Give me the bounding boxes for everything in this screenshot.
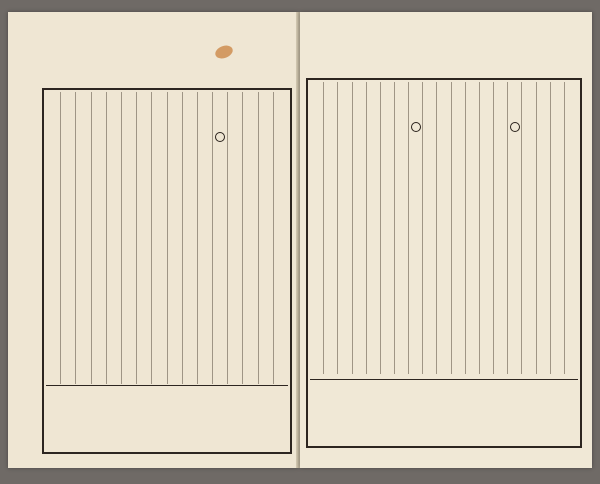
toc-page-cell — [493, 380, 507, 444]
toc-page-cell — [479, 380, 493, 444]
left-entries — [46, 92, 288, 384]
toc-page-cell — [536, 380, 550, 444]
toc-page-cell — [451, 380, 465, 444]
toc-page-cell — [324, 380, 338, 444]
toc-entry — [258, 92, 273, 384]
toc-entry — [352, 82, 366, 374]
toc-page-cell — [182, 386, 197, 450]
toc-page-cell — [197, 386, 212, 450]
toc-page-cell — [107, 386, 122, 450]
toc-page-cell — [243, 386, 258, 450]
toc-page-cell — [46, 386, 61, 450]
toc-entry — [465, 82, 479, 374]
toc-page-cell-empty — [507, 380, 521, 444]
toc-entry — [310, 82, 323, 374]
toc-entry — [60, 92, 75, 384]
toc-entry — [536, 82, 550, 374]
toc-page-cell — [152, 386, 167, 450]
section-circle-icon — [510, 122, 520, 132]
section-heading — [408, 82, 422, 374]
toc-page-cell — [380, 380, 394, 444]
toc-page-cell — [273, 386, 288, 450]
toc-entry — [493, 82, 507, 374]
toc-entry — [323, 82, 337, 374]
left-page-numbers — [46, 385, 288, 450]
toc-entry — [242, 92, 257, 384]
toc-entry — [46, 92, 60, 384]
toc-page-cell — [137, 386, 152, 450]
toc-entry — [273, 92, 288, 384]
right-entries — [310, 82, 578, 374]
toc-entry — [151, 92, 166, 384]
toc-page-cell-empty — [212, 386, 227, 450]
toc-entry — [167, 92, 182, 384]
toc-entry — [436, 82, 450, 374]
toc-entry — [75, 92, 90, 384]
toc-entry — [550, 82, 564, 374]
toc-page-cell — [76, 386, 91, 450]
toc-entry — [182, 92, 197, 384]
toc-page-cell — [122, 386, 137, 450]
section-heading — [212, 92, 227, 384]
toc-page-cell — [465, 380, 479, 444]
toc-entry — [106, 92, 121, 384]
toc-entry — [394, 82, 408, 374]
toc-page-cell-empty — [409, 380, 423, 444]
stain-mark — [213, 43, 234, 60]
toc-page-cell — [395, 380, 409, 444]
toc-entry — [366, 82, 380, 374]
right-toc-frame — [306, 78, 582, 448]
toc-entry — [451, 82, 465, 374]
toc-page-cell — [91, 386, 106, 450]
toc-entry — [91, 92, 106, 384]
right-page — [300, 12, 592, 468]
section-heading — [507, 82, 521, 374]
toc-entry — [479, 82, 493, 374]
toc-entry — [521, 82, 535, 374]
toc-page-cell — [228, 386, 243, 450]
toc-page-cell — [550, 380, 564, 444]
toc-page-cell — [61, 386, 76, 450]
toc-page-cell — [258, 386, 273, 450]
toc-page-cell — [366, 380, 380, 444]
section-circle-icon — [215, 132, 225, 142]
left-toc-frame — [42, 88, 292, 454]
toc-entry — [227, 92, 242, 384]
toc-entry — [380, 82, 394, 374]
toc-page-cell — [522, 380, 536, 444]
toc-entry — [564, 82, 578, 374]
toc-entry — [121, 92, 136, 384]
left-page — [8, 12, 298, 468]
toc-entry — [337, 82, 351, 374]
section-circle-icon — [411, 122, 421, 132]
toc-entry — [136, 92, 151, 384]
toc-entry — [197, 92, 212, 384]
toc-page-cell — [352, 380, 366, 444]
toc-page-cell — [437, 380, 451, 444]
toc-entry — [422, 82, 436, 374]
toc-page-cell — [338, 380, 352, 444]
toc-page-cell — [423, 380, 437, 444]
toc-page-cell — [564, 380, 578, 444]
toc-page-cell — [310, 380, 324, 444]
right-page-numbers — [310, 379, 578, 444]
toc-page-cell — [167, 386, 182, 450]
